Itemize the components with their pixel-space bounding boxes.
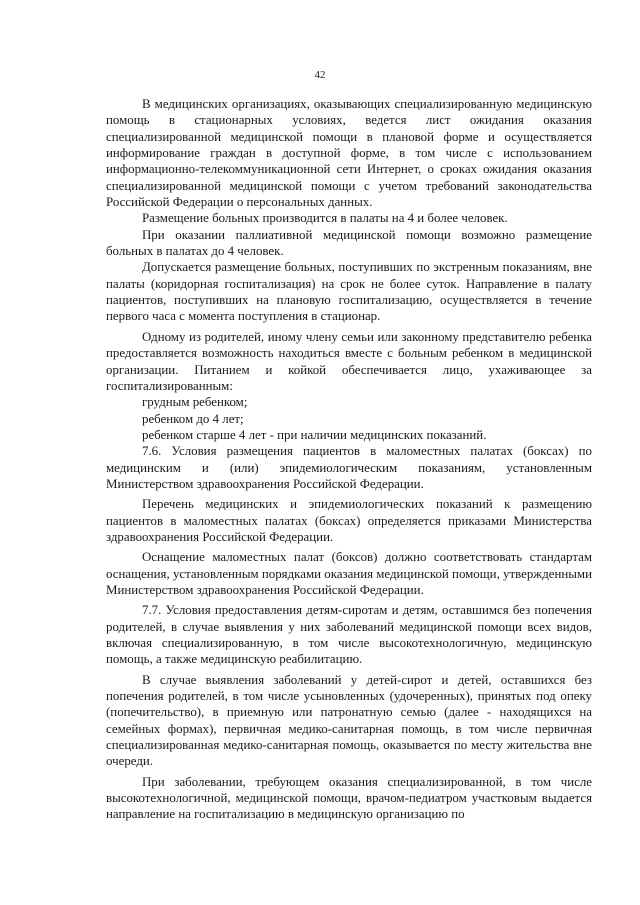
page-number: 42 xyxy=(314,69,326,81)
paragraph-emergency-placement: Допускается размещение больных, поступивших по экстренным показаниям, вне палаты (коридорная госпитализация) на срок не более суток. Направление в палату пациентов, поступивших на плановую госпитализацию, осуществляется в течение первого часа с момента поступления в стационар. xyxy=(106,260,592,324)
paragraph-equipment: Оснащение маломестных палат (боксов) должно соответствовать стандартам оснащения, установленным порядками оказания медицинской помощи, утвержденными Министерством здравоохранения Российской Федерации. xyxy=(106,550,592,597)
paragraph-section-7-6: 7.6. Условия размещения пациентов в маломестных палатах (боксах) по медицинским и (или) эпидемиологическим показаниям, установленным Министерством здравоохранения Российской Федерации. xyxy=(106,444,592,491)
paragraph-indications-list: Перечень медицинских и эпидемиологических показаний к размещению пациентов в маломестных палатах (боксах) определяется приказами Министерства здравоохранения Российской Федерации. xyxy=(106,497,592,544)
document-body xyxy=(106,96,592,823)
paragraph-section-7-7: 7.7. Условия предоставления детям-сиротам и детям, оставшимся без попечения родителей, в случае выявления у них заболеваний медицинской помощи всех видов, включая специализированную, в том числе высокотехнологичную, медицинскую помощь, а также медицинскую реабилитацию. xyxy=(106,603,592,667)
paragraph-hospitalization-referral: При заболевании, требующем оказания специализированной, в том числе высокотехнологичной, медицинской помощи, врачом-педиатром участковым выдается направление на госпитализацию в медицинскую организацию по xyxy=(106,774,592,822)
paragraph-palliative-placement: При оказании паллиативной медицинской помощи возможно размещение больных в палатах до 4 человек. xyxy=(106,227,592,259)
list-item-over-4: ребенком старше 4 лет - при наличии медицинских показаний. xyxy=(142,427,487,442)
paragraph-ward-placement: Размещение больных производится в палаты на 4 и более человек. xyxy=(142,211,508,226)
paragraph-orphans-care: В случае выявления заболеваний у детей-сирот и детей, оставшихся без попечения родителей, в том числе усыновленных (удочеренных), принятых под опеку (попечительство), в приемную или патронатную семью (далее - находящихся на семейных формах), первичная медико-санитарная помощь, в том числе первичная специализированная медико-санитарная помощь, оказывается по месту жительства вне очереди. xyxy=(106,672,592,769)
list-item-infant: грудным ребенком; xyxy=(142,395,248,410)
list-item-under-4: ребенком до 4 лет; xyxy=(142,411,244,426)
paragraph-parent-stay: Одному из родителей, иному члену семьи или законному представителю ребенка предоставляется возможность находиться вместе с больным ребенком в медицинской организации. Питанием и койкой обеспечивается лицо, ухаживающее за госпитализированным: xyxy=(106,329,592,393)
paragraph-waiting-list: В медицинских организациях, оказывающих специализированную медицинскую помощь в стационарных условиях, ведется лист ожидания оказания специализированной медицинской помощи в плановой форме и осуществляется информирование граждан в доступной форме, в том числе с использованием информационно-телекоммуникационной сети Интернет, о сроках ожидания оказания специализированной медицинской помощи с учетом требований законодательства Российской Федерации о персональных данных. xyxy=(106,97,592,210)
